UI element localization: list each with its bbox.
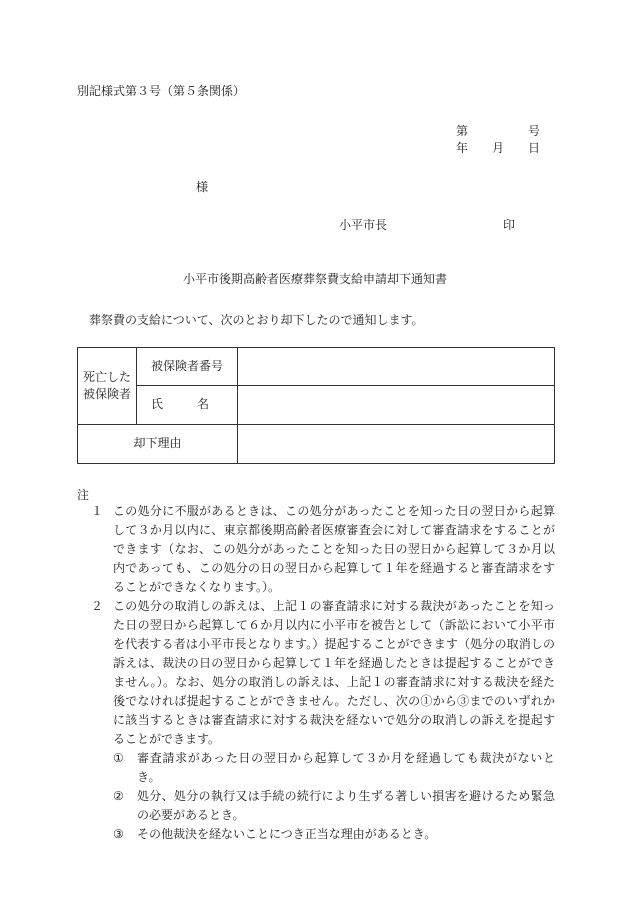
document-title: 小平市後期高齢者医療葬祭費支給申請却下通知書 [182,272,447,286]
date-day-label: 日 [528,141,541,155]
sub-item-1 [113,749,555,787]
note-item-1 [77,502,555,597]
form-number: 別記様式第３号（第５条関係） [77,84,246,98]
date-year-label: 年 [456,141,469,155]
notes-list [77,502,555,844]
name-label-cell [137,386,238,425]
note-sublist [113,749,555,844]
sub-text-3: その他裁決を経ないことにつき正当な理由があるとき。 [137,827,437,841]
deceased-label-line2: 被保険者 [82,387,131,401]
name-label-2: 名 [196,397,209,412]
rejection-reason-label: 却下理由 [78,425,238,464]
note-text-1: この処分に不服があるときは、この処分があったことを知った日の翌日から起算して３か月以内に、東京都後期高齢者医療審査会に対して審査請求をすることができます（なお、この処分があったことを知った日の翌日から起算して３か月以内であっても、この処分の日の翌日から起算して１年を経過すると審査請求をすることができなくなります。）。 [113,504,555,594]
name-label-1: 氏 [151,397,164,412]
note-text-2: この処分の取消しの訴えは、上記１の審査請求に対する裁決があったことを知った日の翌日から起算して６か月以内に小平市を被告として（訴訟において小平市を代表する者は小平市長となります。）提起することができます（処分の取消しの訴えは、裁決の日の翌日から起算して１年を経過したときは提起することができません。）。なお、処分の取消しの訴えは、上記１の審査請求に対する裁決を経た後でなければ提起することができません。ただし、次の①から③までのいずれかに該当するときは審査請求に対する裁決を経ないで処分の取消しの訴えを提起することができます。 [113,599,555,746]
date-month-label: 月 [492,141,505,155]
document-number-suffix: 号 [528,124,541,138]
sub-number-2: ② [113,789,124,803]
insured-number-value [238,348,555,386]
addressee-suffix: 様 [196,180,209,194]
sub-number-3: ③ [113,827,124,841]
notes-heading: 注 [77,488,90,502]
intro-text: 葬祭費の支給について、次のとおり却下したので通知します。 [89,313,424,327]
sub-number-1: ① [113,751,124,765]
note-number-1: １ [91,504,104,518]
deceased-insured-label [78,348,137,425]
rejection-reason-value [238,425,555,464]
document-number-prefix: 第 [456,124,469,138]
seal-mark: 印 [503,218,516,232]
sub-text-2: 処分、処分の執行又は手続の続行により生ずる著しい損害を避けるため緊急の必要があるとき。 [137,789,555,822]
sub-text-1: 審査請求があった日の翌日から起算して３か月を経過しても裁決がないとき。 [137,751,555,784]
deceased-info-table [77,347,555,464]
insured-number-label: 被保険者番号 [137,348,238,386]
note-number-2: ２ [91,599,104,613]
note-item-2 [77,597,555,844]
issuer-name: 小平市長 [339,218,388,232]
name-value [238,386,555,425]
sub-item-3 [113,825,555,844]
deceased-label-line1: 死亡した [82,369,131,384]
sub-item-2 [113,787,555,825]
